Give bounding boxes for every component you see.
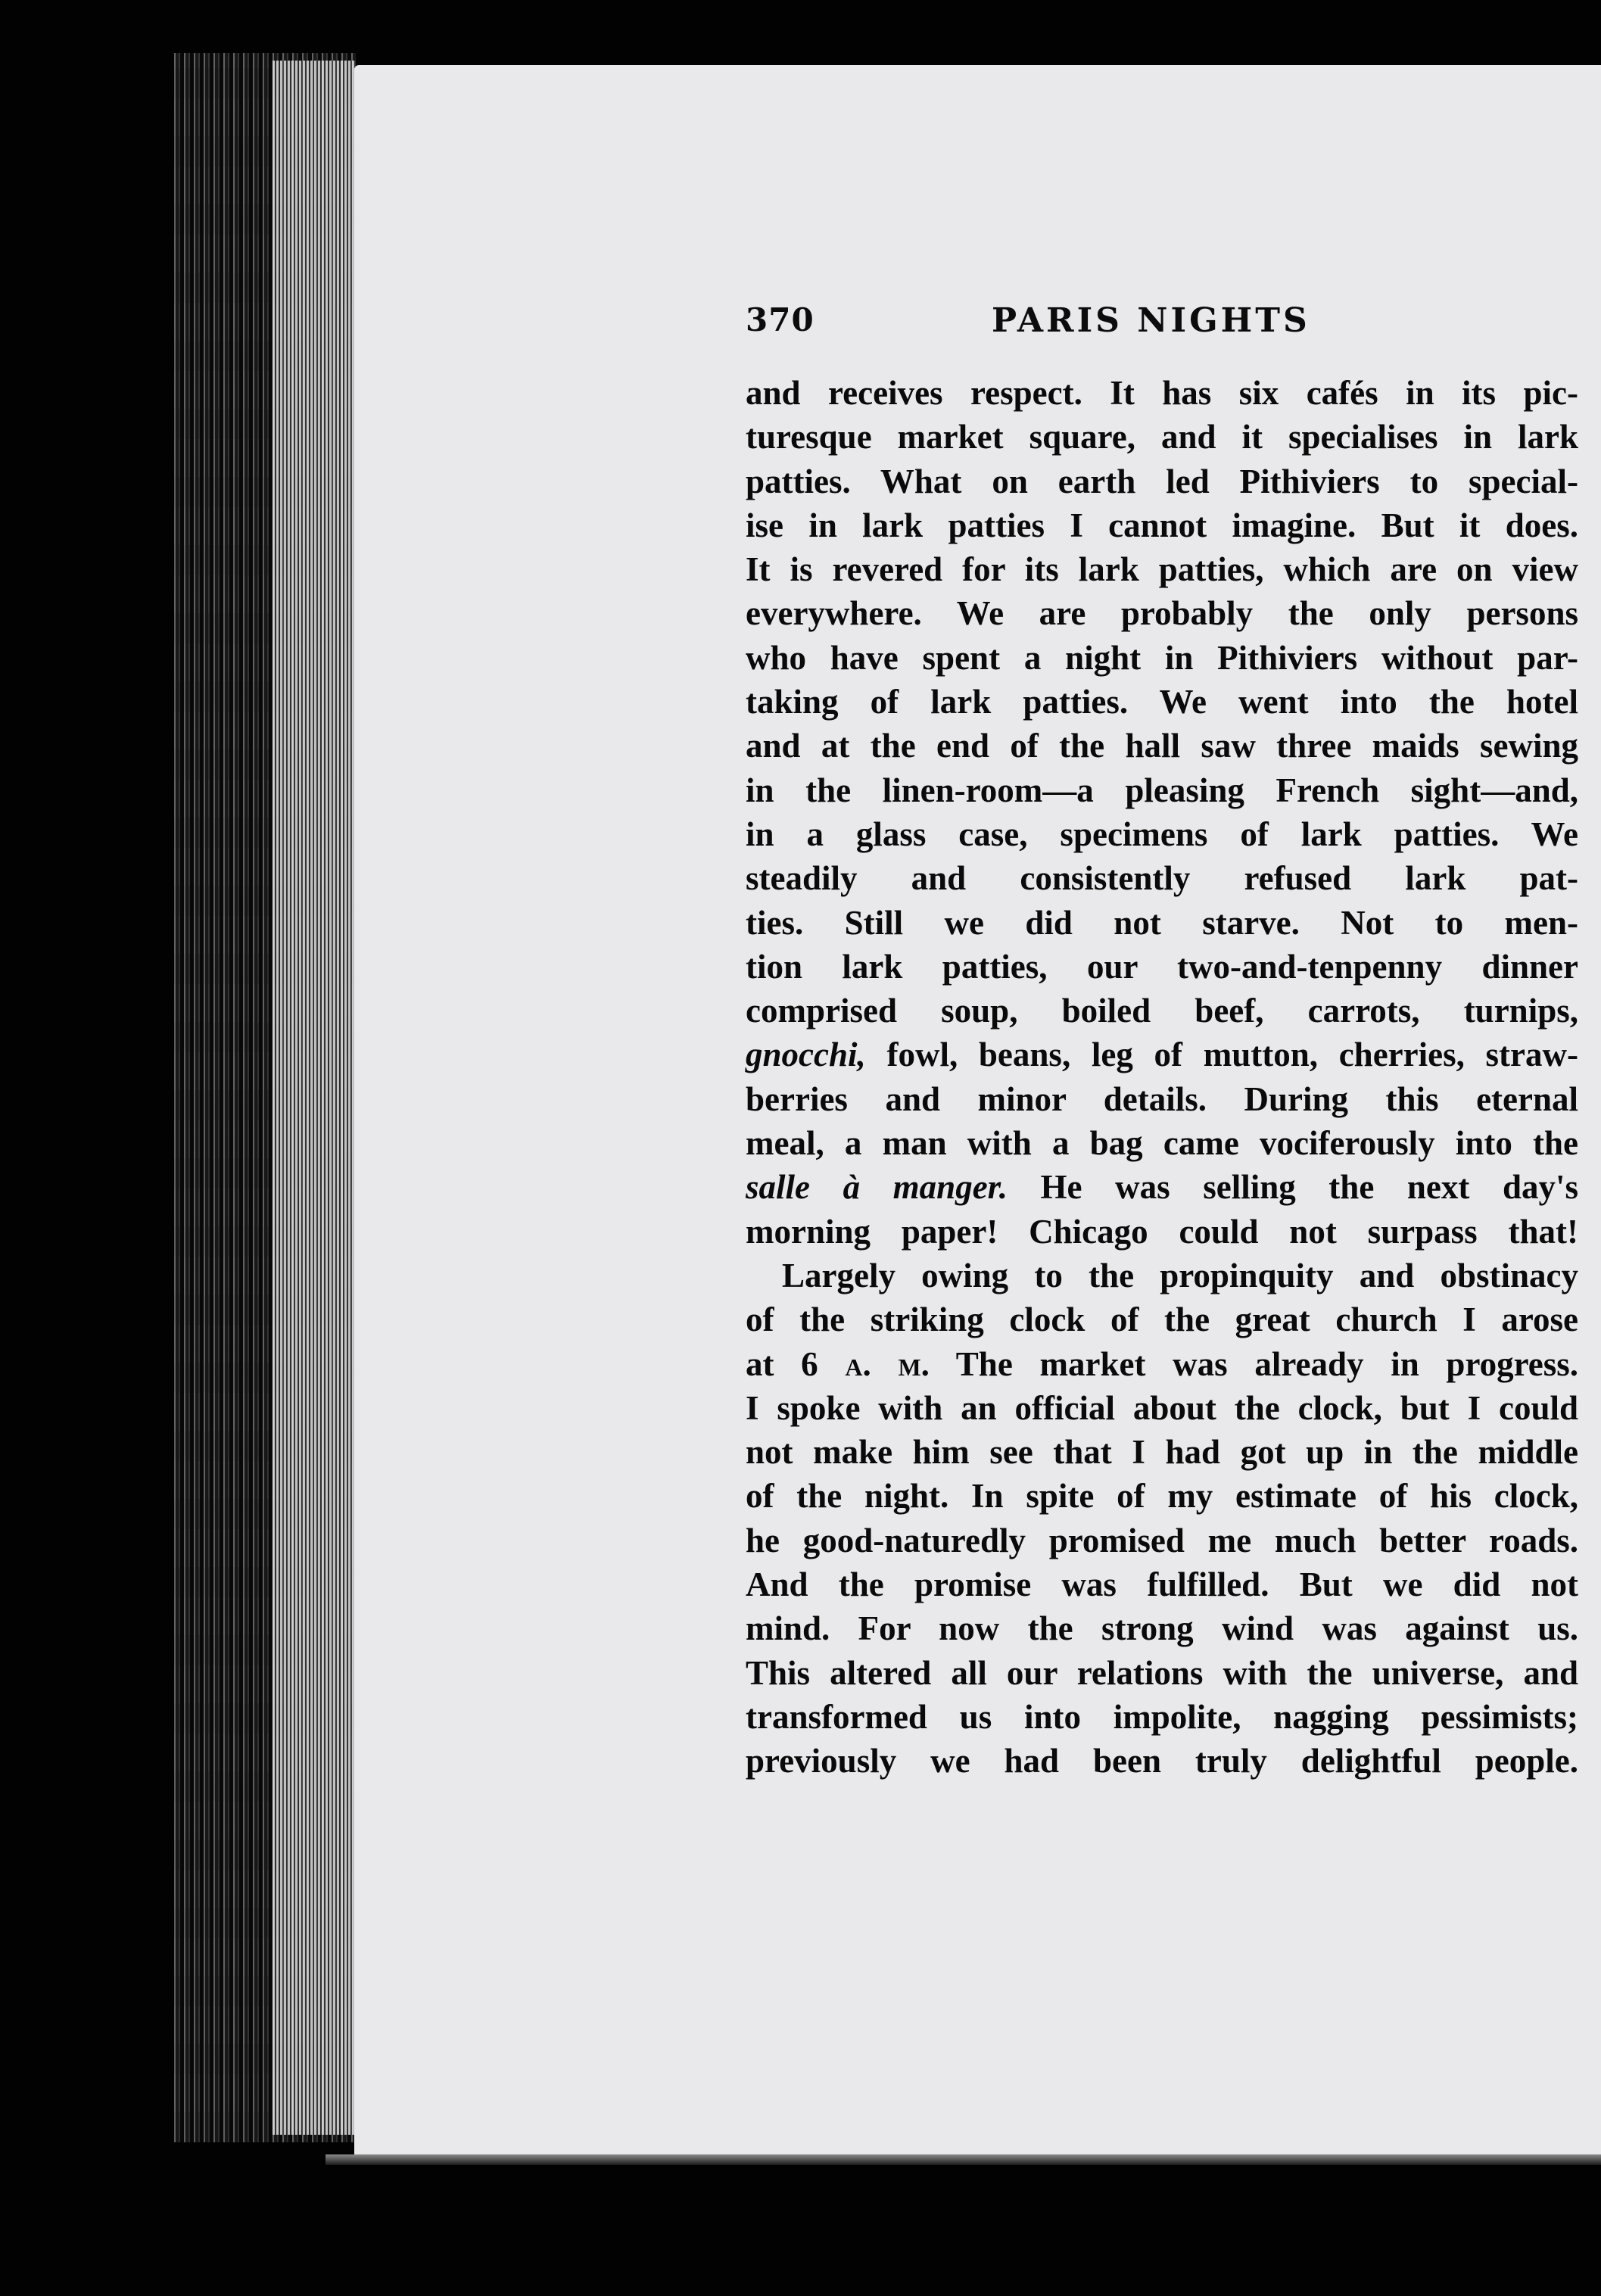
- text-line: morning paper! Chicago could not surpass that!: [746, 1212, 1578, 1251]
- text-line: in a glass case, specimens of lark patties. We: [746, 815, 1578, 853]
- text-line: mind. For now the strong wind was against us.: [746, 1609, 1578, 1648]
- text-line: in the linen-room—a pleasing French sight—and,: [746, 771, 1578, 809]
- text-line: meal, a man with a bag came vociferously into the: [746, 1124, 1578, 1163]
- text-line: This altered all our relations with the universe, and: [746, 1653, 1578, 1692]
- text-line: who have spent a night in Pithiviers without par-: [746, 638, 1578, 677]
- text-line: comprised soup, boiled beef, carrots, turnips,: [746, 992, 1578, 1030]
- book-page-edges-inner: [273, 61, 356, 2135]
- text-line: everywhere. We are probably the only persons: [746, 594, 1578, 633]
- page-bottom-edge: [325, 2154, 1601, 2165]
- italic-phrase: salle à manger.: [746, 1168, 1008, 1207]
- text-line: previously we had been truly delightful people.: [746, 1742, 1578, 1780]
- text-line-23: [746, 1342, 1578, 1386]
- line-text: He was selling the next day's: [1040, 1168, 1578, 1207]
- text-line: taking of lark patties. We went into the hotel: [746, 683, 1578, 721]
- text-line: ties. Still we did not starve. Not to men-: [746, 903, 1578, 942]
- text-line: patties. What on earth led Pithiviers to special-: [746, 462, 1578, 500]
- text-line: and at the end of the hall saw three maids sewing: [746, 727, 1578, 765]
- body-text: [746, 371, 1578, 1784]
- line-text: fowl, beans, leg of mutton, cherries, straw-: [886, 1036, 1579, 1074]
- text-line: of the night. In spite of my estimate of his clock,: [746, 1477, 1578, 1516]
- text-line: And the promise was fulfilled. But we did not: [746, 1565, 1578, 1604]
- text-line: berries and minor details. During this eternal: [746, 1079, 1578, 1118]
- text-line: steadily and consistently refused lark pat-: [746, 859, 1578, 898]
- text-line: ise in lark patties I cannot imagine. But it does.: [746, 506, 1578, 544]
- text-line: transformed us into impolite, nagging pessimists;: [746, 1697, 1578, 1736]
- text-line: and receives respect. It has six cafés in its pic-: [746, 374, 1578, 412]
- running-title: PARIS NIGHTS: [992, 301, 1310, 340]
- small-caps-time: a. m.: [845, 1344, 930, 1383]
- text-line: he good-naturedly promised me much better roads.: [746, 1521, 1578, 1559]
- text-line: not make him see that I had got up in the middle: [746, 1433, 1578, 1472]
- line-text: The market was already in progress.: [955, 1344, 1579, 1383]
- line-text: at 6: [746, 1344, 818, 1383]
- running-head: [746, 301, 1556, 347]
- text-line: turesque market square, and it specialises in lark: [746, 418, 1578, 456]
- text-line-16: [746, 1033, 1578, 1076]
- page-number: 370: [746, 301, 815, 338]
- text-line: tion lark patties, our two-and-tenpenny dinner: [746, 947, 1578, 986]
- text-line-19: [746, 1165, 1578, 1209]
- text-line: I spoke with an official about the clock, but I could: [746, 1388, 1578, 1427]
- text-line: It is revered for its lark patties, which are on view: [746, 550, 1578, 589]
- italic-word: gnocchi,: [746, 1036, 866, 1074]
- paragraph-first-line: Largely owing to the propinquity and obstinacy: [782, 1256, 1578, 1294]
- text-line: of the striking clock of the great church I arose: [746, 1301, 1578, 1339]
